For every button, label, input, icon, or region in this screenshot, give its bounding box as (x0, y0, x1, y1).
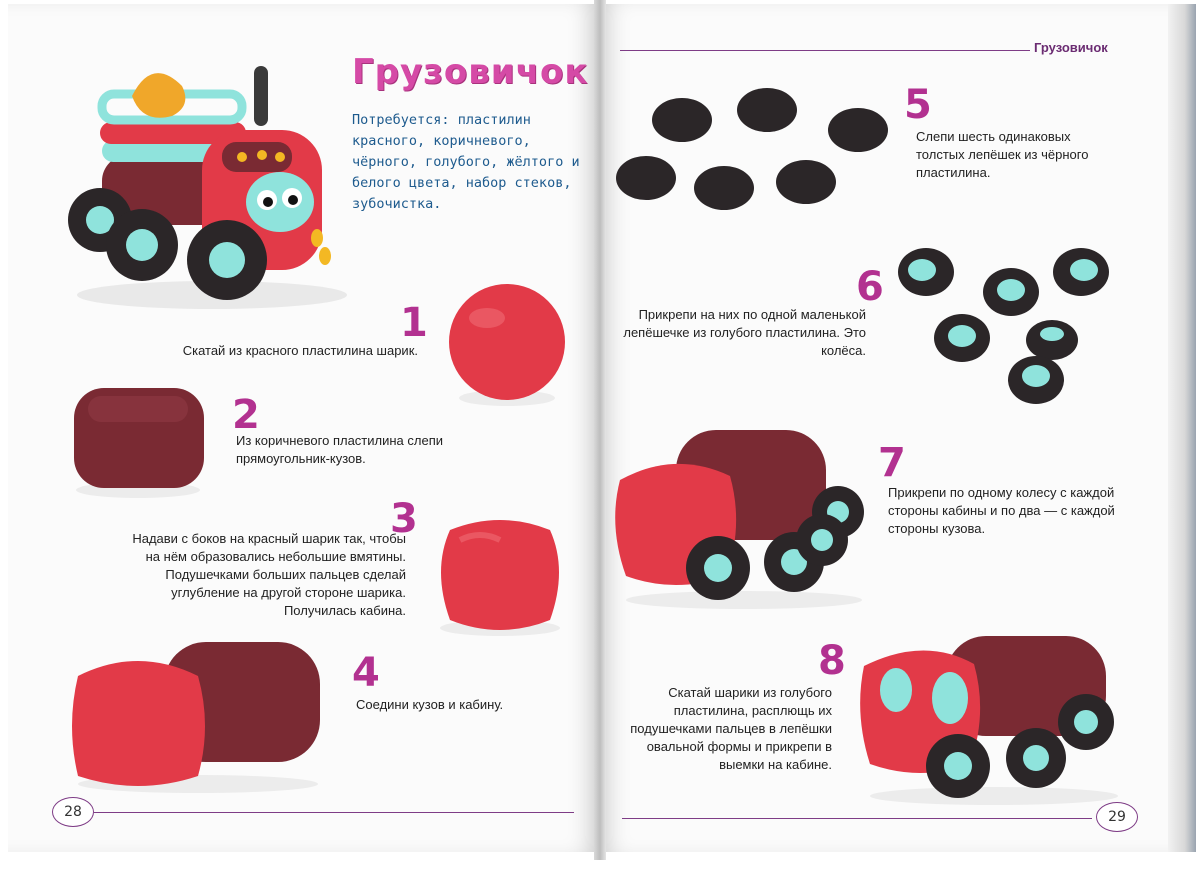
header-rule (620, 50, 1030, 51)
materials-label: Потребуется: (352, 112, 450, 128)
step-6-number: 6 (856, 264, 884, 310)
step-6-text: Прикрепи на них по одной маленькой лепёшечке из голубого пластилина. Это колёса. (623, 307, 866, 358)
step-3-number: 3 (390, 496, 418, 542)
step-1-number: 1 (400, 300, 428, 346)
section-header: Грузовичок (1034, 40, 1108, 55)
step-8-number: 8 (818, 638, 846, 684)
step-1-red-ball (442, 280, 572, 410)
page-title: Грузовичок (352, 52, 589, 92)
footer-rule-right (622, 818, 1092, 819)
step-7-truck-with-wheels (614, 420, 864, 610)
page-number-left: 28 (52, 797, 94, 827)
step-2-number: 2 (232, 392, 260, 438)
materials-list (352, 110, 582, 215)
step-8-text: Скатай шарики из голубого пластилина, расплющь их подушечками пальцев в лепёшки овальной формы и прикрепи в выемки на кабине. (630, 685, 832, 772)
step-4-text: Соедини кузов и кабину. (356, 697, 504, 712)
step-8-truck-with-windows (854, 626, 1124, 806)
step-4-cabin-and-body (68, 636, 328, 796)
step-2-text: Из коричневого пластилина слепи прямоугольник-кузов. (236, 433, 443, 466)
step-7-number: 7 (878, 440, 906, 486)
step-4-number: 4 (352, 650, 380, 696)
step-5-text: Слепи шесть одинаковых толстых лепёшек из чёрного пластилина. (916, 129, 1089, 180)
step-1-text: Скатай из красного пластилина шарик. (182, 343, 418, 358)
page-number-right: 29 (1096, 802, 1138, 832)
step-3-red-cabin (430, 500, 570, 640)
finished-truck-illustration (62, 60, 352, 320)
footer-rule-left (94, 812, 574, 813)
step-2-brown-block (68, 380, 208, 500)
step-5-number: 5 (904, 82, 932, 128)
materials-text: пластилин красного, коричневого, чёрного, голубого, жёлтого и белого цвета, набор стеков, зубочистка. (352, 112, 580, 212)
step-5-black-discs (612, 82, 902, 222)
page-edges (1168, 4, 1196, 852)
step-6-wheels (896, 242, 1126, 412)
step-7-text: Прикрепи по одному колесу с каждой стороны кабины и по два — с каждой стороны кузова. (888, 485, 1115, 536)
step-3-text: Надави с боков на красный шарик так, чтобы на нём образовались небольшие вмятины. Подушечками больших пальцев сделай углубление на другой стороне шарика. Получилась кабина. (132, 531, 406, 618)
